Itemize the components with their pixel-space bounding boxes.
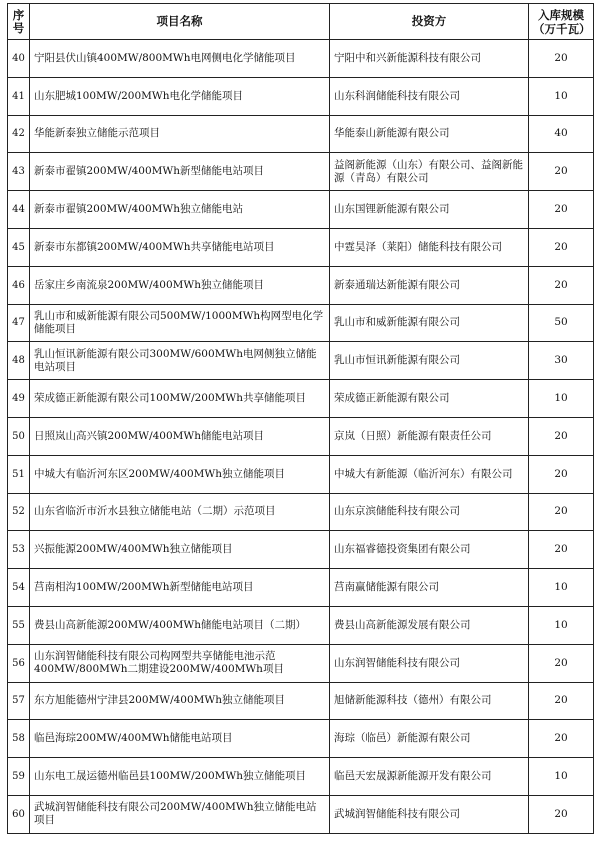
- capacity-cell: 50: [529, 304, 594, 342]
- row-number: 46: [8, 266, 30, 304]
- investor-cell: 山东京滨储能科技有限公司: [330, 493, 529, 531]
- table-row: [8, 455, 594, 493]
- table-row: [8, 493, 594, 531]
- header-capacity-line2: （万千瓦）: [533, 21, 591, 36]
- row-number: 45: [8, 228, 30, 266]
- investor-cell: 海琮（临邑）新能源有限公司: [330, 720, 529, 758]
- project-name-cell: 临邑海琮200MW/400MWh储能电站项目: [30, 720, 330, 758]
- row-number: 55: [8, 606, 30, 644]
- header-no: 序号: [8, 4, 30, 40]
- investor-cell: 华能泰山新能源有限公司: [330, 115, 529, 153]
- project-table: [7, 3, 594, 834]
- header-capacity: [529, 4, 594, 40]
- capacity-cell: 20: [529, 153, 594, 191]
- row-number: 49: [8, 380, 30, 418]
- table-row: [8, 569, 594, 607]
- row-number: 47: [8, 304, 30, 342]
- capacity-cell: 20: [529, 417, 594, 455]
- capacity-cell: 20: [529, 795, 594, 833]
- table-row: [8, 228, 594, 266]
- header-capacity-line1: 入库规模: [538, 7, 584, 22]
- capacity-cell: 20: [529, 191, 594, 229]
- table-row: [8, 266, 594, 304]
- row-number: 44: [8, 191, 30, 229]
- row-number: 56: [8, 644, 30, 682]
- table-row: [8, 304, 594, 342]
- row-number: 58: [8, 720, 30, 758]
- table-body: [8, 40, 594, 834]
- capacity-cell: 10: [529, 758, 594, 796]
- header-project-name: 项目名称: [30, 4, 330, 40]
- capacity-cell: 20: [529, 682, 594, 720]
- investor-cell: 费县山高新能源发展有限公司: [330, 606, 529, 644]
- investor-cell: 山东润智储能科技有限公司: [330, 644, 529, 682]
- project-name-cell: 荣成德正新能源有限公司100MW/200MWh共享储能项目: [30, 380, 330, 418]
- header-row: [8, 4, 594, 40]
- investor-cell: 宁阳中和兴新能源科技有限公司: [330, 40, 529, 78]
- project-name-cell: 山东润智储能科技有限公司构网型共享储能电池示范400MW/800MWh二期建设200MW/400MWh项目: [30, 644, 330, 682]
- project-name-cell: 东方旭能德州宁津县200MW/400MWh独立储能项目: [30, 682, 330, 720]
- investor-cell: 乳山市和威新能源有限公司: [330, 304, 529, 342]
- project-name-cell: 山东电工晟运德州临邑县100MW/200MWh独立储能项目: [30, 758, 330, 796]
- table-row: [8, 758, 594, 796]
- capacity-cell: 30: [529, 342, 594, 380]
- row-number: 57: [8, 682, 30, 720]
- table-row: [8, 77, 594, 115]
- row-number: 41: [8, 77, 30, 115]
- investor-cell: 山东国锂新能源有限公司: [330, 191, 529, 229]
- table-row: [8, 644, 594, 682]
- project-name-cell: 新泰市翟镇200MW/400MWh独立储能电站: [30, 191, 330, 229]
- investor-cell: 益阁新能源（山东）有限公司、益阁新能源（青岛）有限公司: [330, 153, 529, 191]
- row-number: 60: [8, 795, 30, 833]
- table-row: [8, 380, 594, 418]
- project-name-cell: 山东肥城100MW/200MWh电化学储能项目: [30, 77, 330, 115]
- capacity-cell: 20: [529, 720, 594, 758]
- capacity-cell: 40: [529, 115, 594, 153]
- investor-cell: 旭储新能源科技（德州）有限公司: [330, 682, 529, 720]
- capacity-cell: 10: [529, 569, 594, 607]
- capacity-cell: 20: [529, 228, 594, 266]
- investor-cell: 荣成德正新能源有限公司: [330, 380, 529, 418]
- investor-cell: 武城润智储能科技有限公司: [330, 795, 529, 833]
- project-name-cell: 中城大有临沂河东区200MW/400MWh独立储能项目: [30, 455, 330, 493]
- investor-cell: 乳山市恒讯新能源有限公司: [330, 342, 529, 380]
- row-number: 53: [8, 531, 30, 569]
- investor-cell: 莒南赢储能源有限公司: [330, 569, 529, 607]
- capacity-cell: 10: [529, 380, 594, 418]
- investor-cell: 京岚（日照）新能源有限责任公司: [330, 417, 529, 455]
- table-row: [8, 417, 594, 455]
- project-name-cell: 新泰市翟镇200MW/400MWh新型储能电站项目: [30, 153, 330, 191]
- table-row: [8, 606, 594, 644]
- table-row: [8, 720, 594, 758]
- table-row: [8, 115, 594, 153]
- row-number: 59: [8, 758, 30, 796]
- capacity-cell: 10: [529, 606, 594, 644]
- row-number: 50: [8, 417, 30, 455]
- investor-cell: 中霆昊泽（莱阳）储能科技有限公司: [330, 228, 529, 266]
- project-name-cell: 新泰市东都镇200MW/400MWh共享储能电站项目: [30, 228, 330, 266]
- table-row: [8, 153, 594, 191]
- capacity-cell: 20: [529, 644, 594, 682]
- table-header: [8, 4, 594, 40]
- header-investor: 投资方: [330, 4, 529, 40]
- capacity-cell: 20: [529, 531, 594, 569]
- investor-cell: 新泰通瑞达新能源有限公司: [330, 266, 529, 304]
- table-row: [8, 40, 594, 78]
- project-name-cell: 武城润智储能科技有限公司200MW/400MWh独立储能电站项目: [30, 795, 330, 833]
- row-number: 51: [8, 455, 30, 493]
- project-name-cell: 兴振能源200MW/400MWh独立储能项目: [30, 531, 330, 569]
- capacity-cell: 20: [529, 266, 594, 304]
- project-name-cell: 宁阳县伏山镇400MW/800MWh电网侧电化学储能项目: [30, 40, 330, 78]
- table-row: [8, 795, 594, 833]
- investor-cell: 临邑天宏晟源新能源开发有限公司: [330, 758, 529, 796]
- capacity-cell: 20: [529, 455, 594, 493]
- capacity-cell: 20: [529, 40, 594, 78]
- project-name-cell: 日照岚山高兴镇200MW/400MWh储能电站项目: [30, 417, 330, 455]
- project-name-cell: 华能新泰独立储能示范项目: [30, 115, 330, 153]
- project-name-cell: 山东省临沂市沂水县独立储能电站（二期）示范项目: [30, 493, 330, 531]
- project-name-cell: 费县山高新能源200MW/400MWh储能电站项目（二期）: [30, 606, 330, 644]
- table-row: [8, 191, 594, 229]
- row-number: 42: [8, 115, 30, 153]
- capacity-cell: 10: [529, 77, 594, 115]
- table-row: [8, 531, 594, 569]
- row-number: 43: [8, 153, 30, 191]
- row-number: 40: [8, 40, 30, 78]
- investor-cell: 山东科润储能科技有限公司: [330, 77, 529, 115]
- project-name-cell: 乳山恒讯新能源有限公司300MW/600MWh电网侧独立储能电站项目: [30, 342, 330, 380]
- table-row: [8, 342, 594, 380]
- investor-cell: 中城大有新能源（临沂河东）有限公司: [330, 455, 529, 493]
- table-row: [8, 682, 594, 720]
- project-name-cell: 岳家庄乡南流泉200MW/400MWh独立储能项目: [30, 266, 330, 304]
- row-number: 54: [8, 569, 30, 607]
- row-number: 52: [8, 493, 30, 531]
- project-name-cell: 乳山市和威新能源有限公司500MW/1000MWh构网型电化学储能项目: [30, 304, 330, 342]
- capacity-cell: 20: [529, 493, 594, 531]
- row-number: 48: [8, 342, 30, 380]
- project-name-cell: 莒南相沟100MW/200MWh新型储能电站项目: [30, 569, 330, 607]
- investor-cell: 山东福睿德投资集团有限公司: [330, 531, 529, 569]
